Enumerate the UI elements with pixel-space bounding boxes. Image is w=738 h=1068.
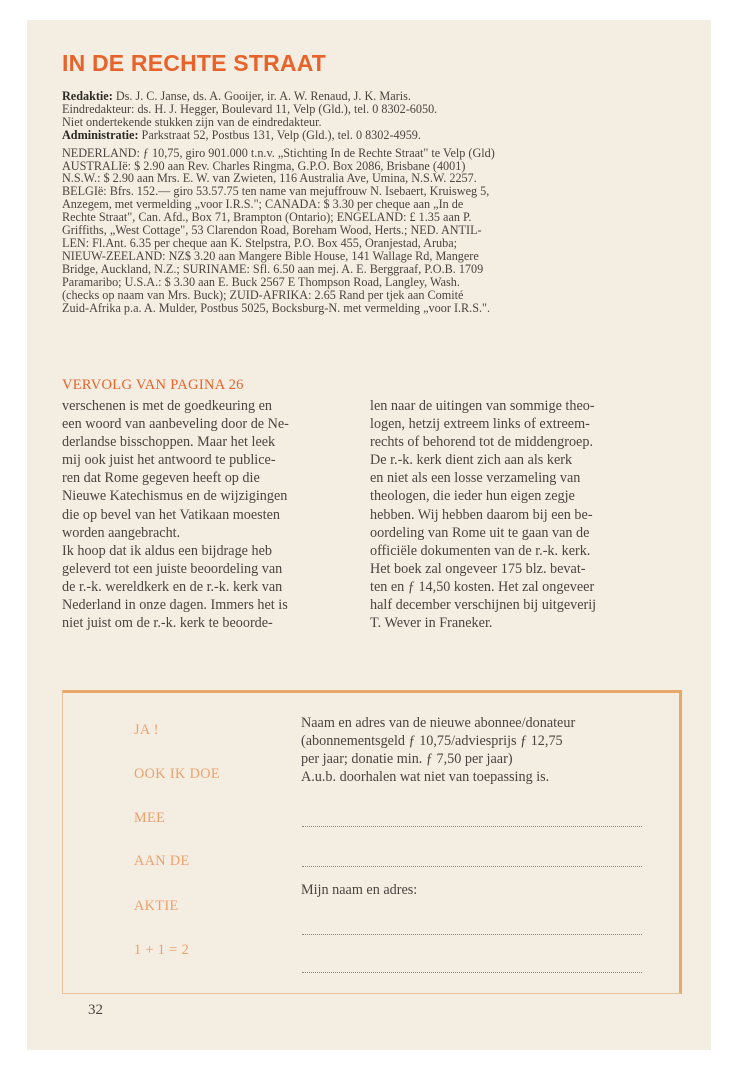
- subscription-line: N.S.W.: $ 2.90 aan Mrs. E. W. van Zwieten, 116 Australia Ave, Umina, N.S.W. 2257.: [62, 171, 477, 186]
- own-address-label: Mijn naam en adres:: [301, 882, 418, 898]
- new-subscriber-name-line[interactable]: [302, 826, 642, 827]
- article-column-left: [62, 397, 348, 632]
- article-line: half december verschijnen bij uitgeverij: [370, 597, 597, 614]
- own-address-line[interactable]: [302, 972, 642, 973]
- instruction-line: A.u.b. doorhalen wat niet van toepassing is.: [301, 769, 550, 786]
- article-line: Ik hoop dat ik aldus een bijdrage heb: [62, 542, 272, 559]
- masthead-block: [62, 90, 662, 314]
- article-line: theologen, die ieder hun eigen zegje: [370, 488, 575, 505]
- administratie-label: Administratie:: [62, 127, 139, 142]
- article-line: verschenen is met de goedkeuring en: [62, 398, 272, 414]
- coupon-slogan-line: 1 + 1 = 2: [134, 942, 190, 958]
- subscription-line: Paramaribo; U.S.A.: $ 3.30 aan E. Buck 2567 E Thompson Road, Langley, Wash.: [62, 274, 460, 289]
- article-line: Nederland in onze dagen. Immers het is: [62, 597, 288, 614]
- article-line: worden aangebracht.: [62, 524, 181, 541]
- administratie-text: Parkstraat 52, Postbus 131, Velp (Gld.), tel. 0 8302-4959.: [138, 127, 421, 142]
- article-column-right: [370, 397, 662, 632]
- subscription-line: Zuid-Afrika p.a. A. Mulder, Postbus 5025, Bocksburg-N. met vermelding „voor I.R.S.".: [62, 300, 491, 315]
- subscription-line: AUSTRALIë: $ 2.90 aan Rev. Charles Ringma, G.P.O. Box 2086, Brisbane (4001): [62, 158, 466, 173]
- redaktie-line: [62, 90, 662, 103]
- subscription-line: LEN: Fl.Ant. 6.35 per cheque aan K. Stelpstra, P.O. Box 455, Oranjestad, Aruba;: [62, 235, 458, 250]
- coupon-slogan-line: AAN DE: [134, 853, 190, 869]
- coupon-instructions: [301, 714, 645, 786]
- article-line: rechts of behorend tot de middengroep.: [370, 434, 593, 451]
- article-line: De r.-k. kerk dient zich aan als kerk: [370, 452, 573, 469]
- continuation-heading: VERVOLG VAN PAGINA 26: [62, 377, 244, 393]
- subscription-line: BELGIë: Bfrs. 152.— giro 53.57.75 ten name van mejuffrouw N. Isebaert, Kruisweg 5,: [62, 184, 490, 199]
- article-line: ten en ƒ 14,50 kosten. Het zal ongeveer: [370, 578, 595, 595]
- subscription-line: Griffiths, „West Cottage", 53 Clarendon Road, Boreham Wood, Herts.; NED. ANTIL-: [62, 223, 482, 238]
- article-line: officiële dokumenten van de r.-k. kerk.: [370, 542, 591, 559]
- instruction-line: per jaar; donatie min. ƒ 7,50 per jaar): [301, 751, 513, 768]
- subscription-line: Rechte Straat", Can. Afd., Box 71, Brampton (Ontario); ENGELAND: £ 1.35 aan P.: [62, 210, 472, 225]
- article-line: Nieuwe Katechismus en de wijzigingen: [62, 488, 288, 505]
- subscription-line: (checks op naam van Mrs. Buck); ZUID-AFRIKA: 2.65 Rand per tjek aan Comité: [62, 287, 464, 302]
- instruction-line: Naam en adres van de nieuwe abonnee/donateur: [301, 715, 576, 731]
- article-line: ren dat Rome gegeven heeft op die: [62, 470, 260, 487]
- redaktie-label: Redaktie:: [62, 89, 113, 103]
- article-line: geleverd tot een juiste beoordeling van: [62, 560, 283, 577]
- article-line: oordeling van Rome uit te gaan van de: [370, 524, 590, 541]
- article-line: logen, hetzij extreem links of extreem-: [370, 416, 590, 433]
- disclaimer-line: Niet ondertekende stukken zijn van de eindredakteur.: [62, 114, 322, 129]
- coupon-slogan-line: MEE: [134, 810, 166, 826]
- subscription-line: Bridge, Auckland, N.Z.; SURINAME: Sfl. 6.50 aan mej. A. E. Berggraaf, P.O.B. 1709: [62, 261, 484, 276]
- coupon-slogan-line: JA !: [134, 722, 159, 738]
- own-name-line[interactable]: [302, 934, 642, 935]
- coupon-slogan-line: OOK IK DOE: [134, 766, 220, 782]
- article-line: derlandse bisschoppen. Maar het leek: [62, 434, 276, 451]
- subscription-line: Anzegem, met vermelding „voor I.R.S."; CANADA: $ 3.30 per cheque aan „In de: [62, 197, 464, 212]
- article-line: en niet als een losse verzameling van: [370, 470, 581, 487]
- coupon-slogan-line: AKTIE: [134, 898, 179, 914]
- article-line: Het boek zal ongeveer 175 blz. bevat-: [370, 560, 586, 577]
- subscription-line: NIEUW-ZEELAND: NZ$ 3.20 aan Mangere Bible House, 141 Wallage Rd, Mangere: [62, 248, 479, 263]
- article-line: hebben. Wij hebben daarom bij een be-: [370, 506, 593, 523]
- article-line: niet juist om de r.-k. kerk te beoorde-: [62, 615, 273, 632]
- masthead-title: IN DE RECHTE STRAAT: [62, 50, 327, 76]
- article-line: len naar de uitingen van sommige theo-: [370, 398, 595, 414]
- administratie-line: [62, 129, 662, 142]
- subscription-line: NEDERLAND: ƒ 10,75, giro 901.000 t.n.v. „Stichting In de Rechte Straat" te Velp (Gld): [62, 145, 495, 160]
- article-line: die op bevel van het Vatikaan moesten: [62, 506, 280, 523]
- eindredakteur-line: Eindredakteur: ds. H. J. Hegger, Boulevard 11, Velp (Gld.), tel. 0 8302-6050.: [62, 101, 438, 116]
- article-line: mij ook juist het antwoord te publice-: [62, 452, 276, 469]
- article-line: T. Wever in Franeker.: [370, 615, 493, 632]
- new-subscriber-address-line[interactable]: [302, 866, 642, 867]
- article-line: een woord van aanbeveling door de Ne-: [62, 416, 289, 433]
- article-line: de r.-k. wereldkerk en de r.-k. kerk van: [62, 578, 283, 595]
- page-number: 32: [88, 1002, 103, 1018]
- redaktie-text: Ds. J. C. Janse, ds. A. Gooijer, ir. A. W. Renaud, J. K. Maris.: [112, 89, 411, 103]
- instruction-line: (abonnementsgeld ƒ 10,75/adviesprijs ƒ 12,75: [301, 733, 563, 750]
